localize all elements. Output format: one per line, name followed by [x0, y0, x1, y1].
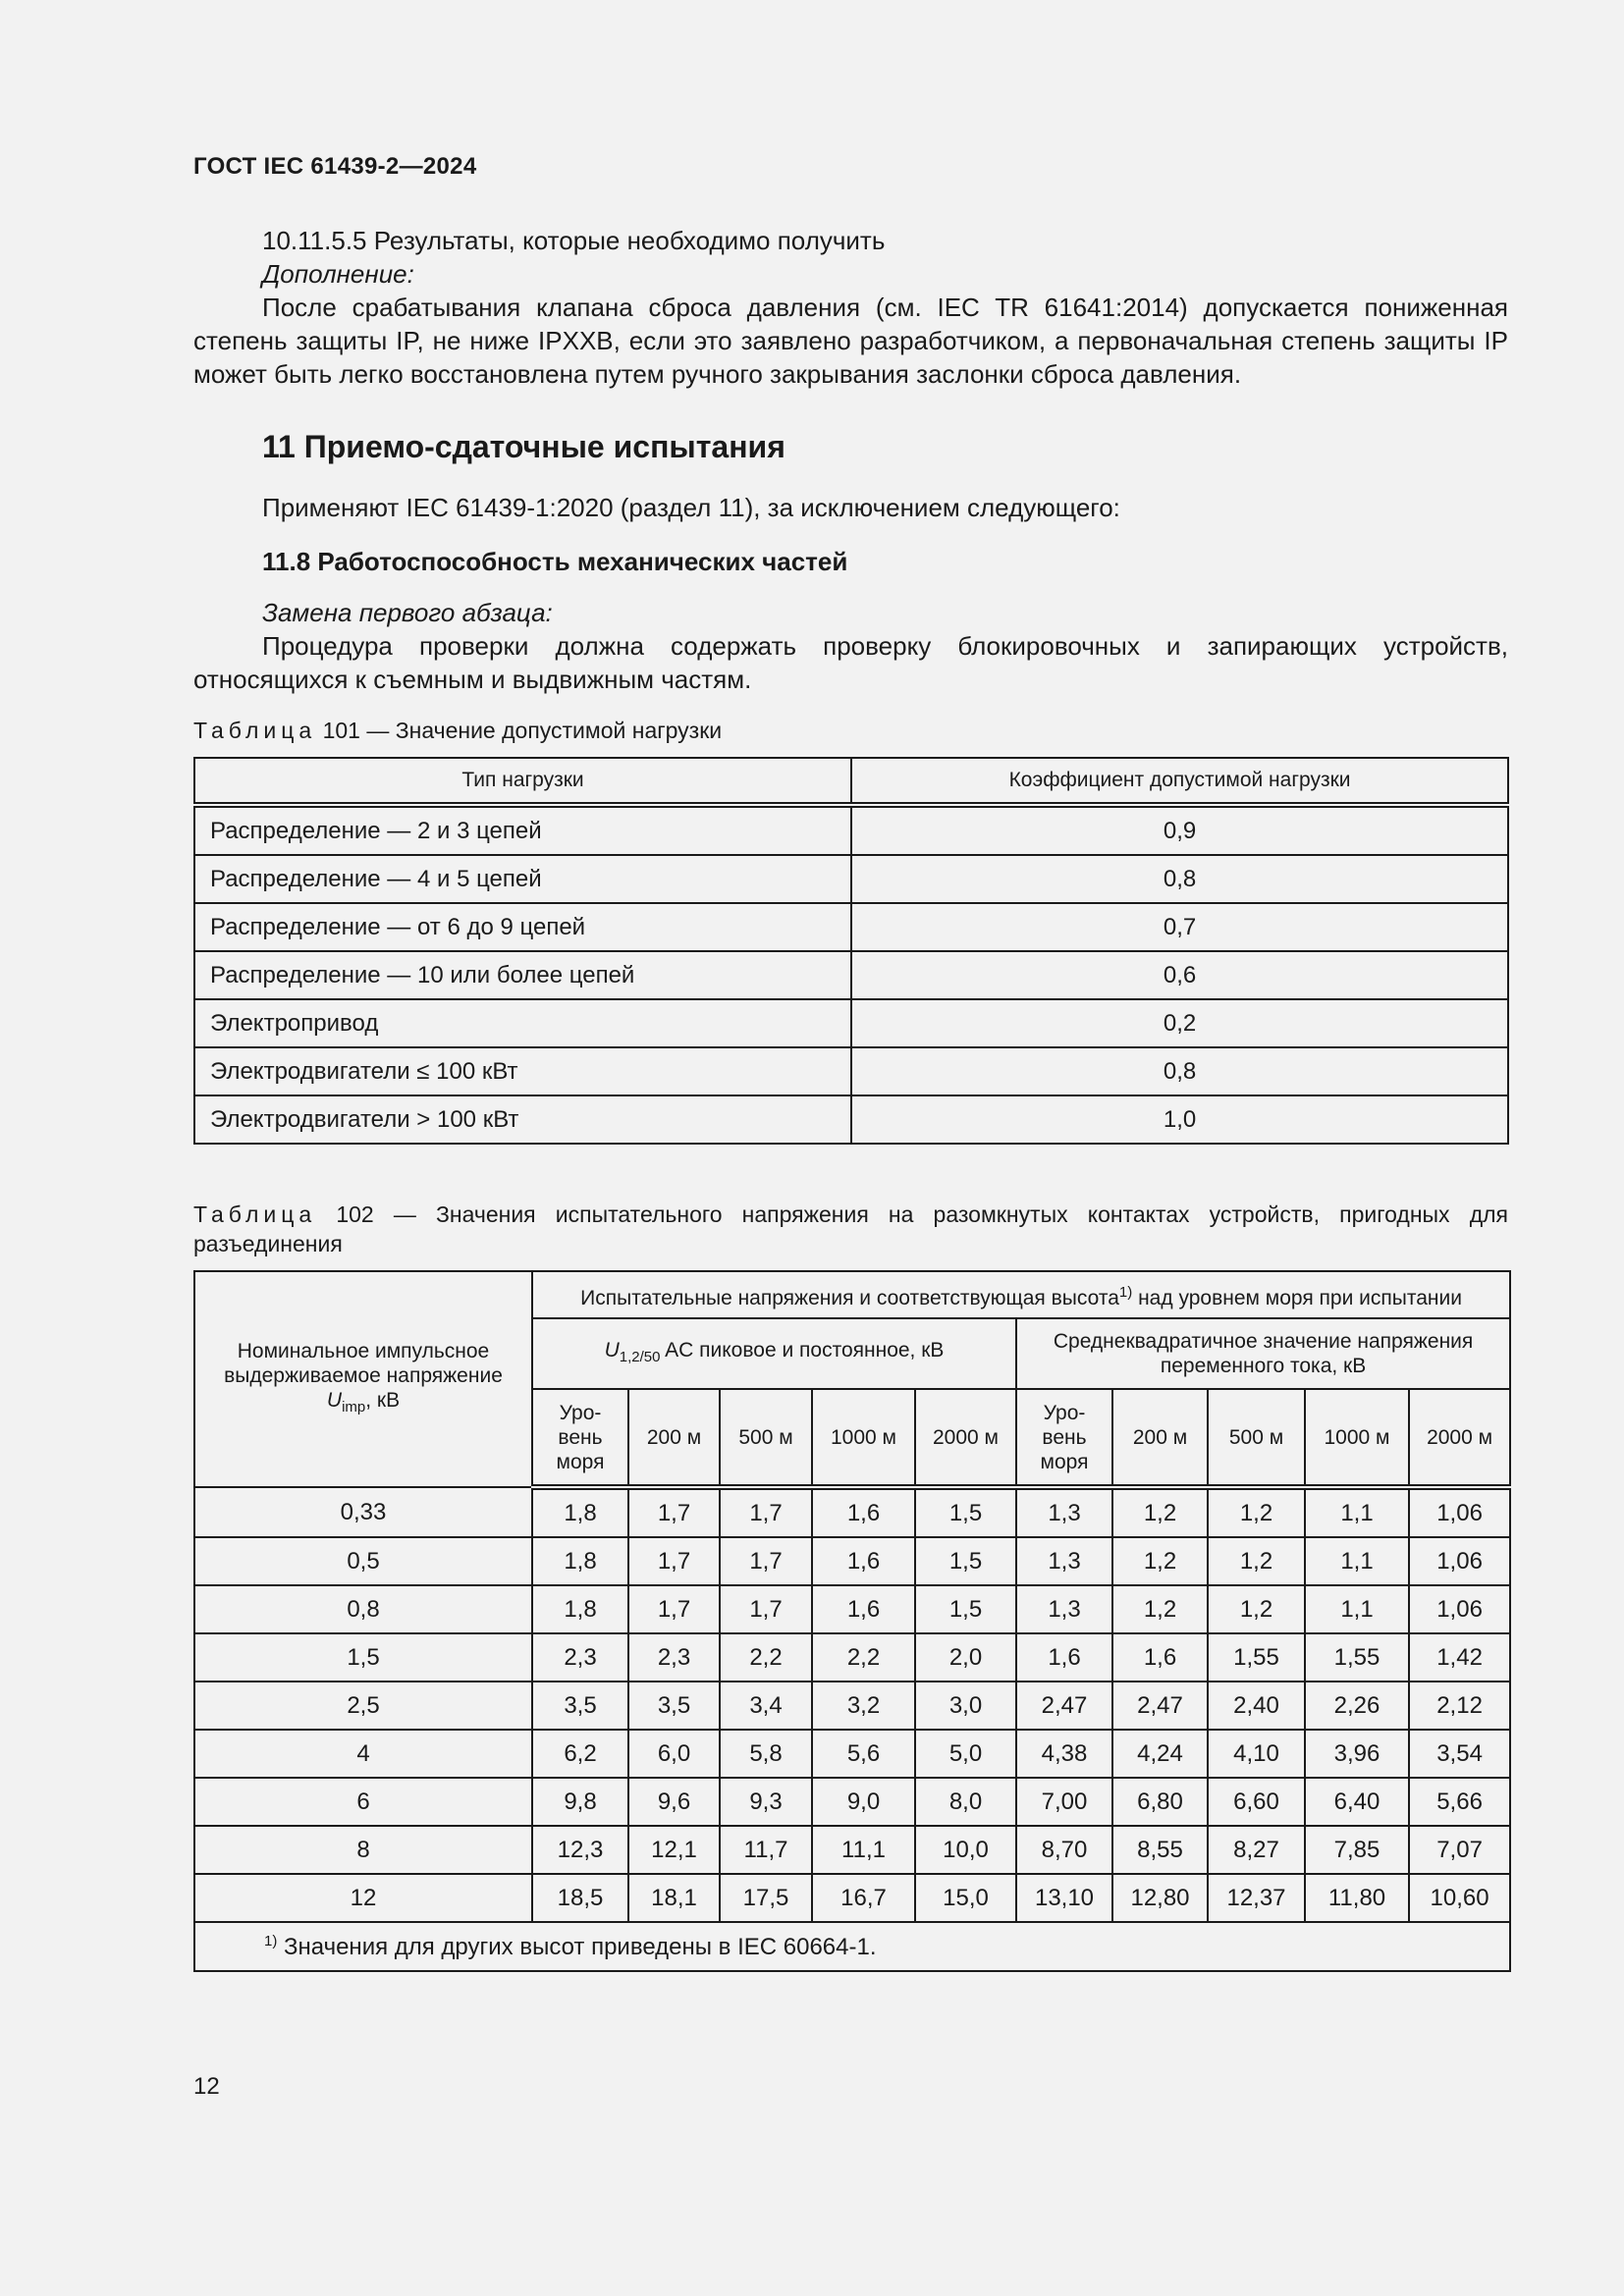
symbol: U — [326, 1388, 343, 1412]
clause-text: После срабатывания клапана сброса давления (см. IEC TR 61641:2014) допускается пониженная степень защиты IP, не ниже IPXXB, если это заявлено разработчиком, а первоначальная степень защиты IP может быть легко восстановлена путем ручного закрывания заслонки сброса давления. — [193, 293, 1508, 389]
col-header-altitude: 500 м — [1208, 1389, 1305, 1487]
test-voltage-cell: 1,7 — [720, 1537, 812, 1585]
test-voltage-cell: 1,8 — [532, 1487, 628, 1537]
caption-rest: 102 — Значения испытательного напряжения на разомкнутых контактах устройств, пригодных для разъединения — [193, 1201, 1508, 1256]
table-101 — [193, 757, 1509, 1145]
col-header-group — [532, 1271, 1510, 1318]
rated-voltage-cell: 6 — [194, 1778, 532, 1826]
table-header-row — [194, 758, 1508, 805]
clause-title: 10.11.5.5 Результаты, которые необходимо получить — [262, 226, 886, 255]
test-voltage-cell: 1,06 — [1409, 1585, 1510, 1633]
test-voltage-cell: 2,3 — [532, 1633, 628, 1682]
caption-word: Таблица — [193, 718, 317, 743]
test-voltage-cell: 10,0 — [915, 1826, 1016, 1874]
test-voltage-cell: 1,8 — [532, 1537, 628, 1585]
test-voltage-cell: 1,55 — [1208, 1633, 1305, 1682]
test-voltage-cell: 11,80 — [1305, 1874, 1409, 1922]
replacement-label: Замена первого абзаца: — [262, 598, 553, 627]
test-voltage-cell: 1,1 — [1305, 1585, 1409, 1633]
test-voltage-cell: 5,6 — [812, 1730, 915, 1778]
cell: 0,2 — [851, 999, 1508, 1047]
test-voltage-cell: 3,5 — [532, 1682, 628, 1730]
table-footnote-row — [194, 1922, 1510, 1971]
test-voltage-cell: 3,0 — [915, 1682, 1016, 1730]
test-voltage-cell: 6,2 — [532, 1730, 628, 1778]
test-voltage-cell: 13,10 — [1016, 1874, 1112, 1922]
cell: Электродвигатели ≤ 100 кВт — [194, 1047, 851, 1095]
rated-voltage-cell: 0,33 — [194, 1487, 532, 1537]
section-11-intro — [193, 491, 1508, 524]
rated-voltage-cell: 8 — [194, 1826, 532, 1874]
table-row — [194, 951, 1508, 999]
test-voltage-cell: 2,2 — [812, 1633, 915, 1682]
caption-word: Таблица — [193, 1201, 317, 1227]
test-voltage-cell: 1,1 — [1305, 1487, 1409, 1537]
col-header-altitude: 1000 м — [812, 1389, 915, 1487]
table-row — [194, 855, 1508, 903]
test-voltage-cell: 8,70 — [1016, 1826, 1112, 1874]
header-text: над уровнем моря при испытании — [1132, 1286, 1462, 1309]
test-voltage-cell: 9,6 — [628, 1778, 720, 1826]
cell: Распределение — от 6 до 9 цепей — [194, 903, 851, 951]
col-header-altitude: 1000 м — [1305, 1389, 1409, 1487]
caption-rest: 101 — Значение допустимой нагрузки — [316, 718, 723, 743]
cell: 0,8 — [851, 855, 1508, 903]
header-text: Испытательные напряжения и соответствующая высота — [580, 1286, 1119, 1309]
standard-header: ГОСТ IEC 61439-2—2024 — [193, 153, 477, 180]
test-voltage-cell: 1,2 — [1112, 1537, 1208, 1585]
table-row — [194, 903, 1508, 951]
test-voltage-cell: 1,5 — [915, 1487, 1016, 1537]
col-header-peak-dc — [532, 1318, 1016, 1389]
table-row — [194, 999, 1508, 1047]
col-header-altitude: Уро-вень моря — [532, 1389, 628, 1487]
header-text: , кВ — [365, 1388, 401, 1412]
table-row — [194, 1047, 1508, 1095]
test-voltage-cell: 3,54 — [1409, 1730, 1510, 1778]
table-row — [194, 805, 1508, 855]
footnote-marker: 1) — [264, 1932, 278, 1949]
test-voltage-cell: 9,8 — [532, 1778, 628, 1826]
col-header-altitude: 2000 м — [1409, 1389, 1510, 1487]
test-voltage-cell: 7,07 — [1409, 1826, 1510, 1874]
test-voltage-cell: 3,4 — [720, 1682, 812, 1730]
footnote-text: Значения для других высот приведены в IEC 60664-1. — [277, 1933, 877, 1960]
test-voltage-cell: 5,0 — [915, 1730, 1016, 1778]
col-header-load-type: Тип нагрузки — [194, 758, 851, 805]
table-102-caption — [193, 1200, 1508, 1258]
test-voltage-cell: 1,3 — [1016, 1537, 1112, 1585]
test-voltage-cell: 6,60 — [1208, 1778, 1305, 1826]
table-row — [194, 1633, 1510, 1682]
test-voltage-cell: 4,38 — [1016, 1730, 1112, 1778]
test-voltage-cell: 1,7 — [628, 1487, 720, 1537]
footnote-ref: 1) — [1118, 1283, 1133, 1301]
rated-voltage-cell: 12 — [194, 1874, 532, 1922]
test-voltage-cell: 6,0 — [628, 1730, 720, 1778]
table-row — [194, 1778, 1510, 1826]
test-voltage-cell: 2,26 — [1305, 1682, 1409, 1730]
test-voltage-cell: 11,1 — [812, 1826, 915, 1874]
test-voltage-cell: 2,12 — [1409, 1682, 1510, 1730]
test-voltage-cell: 2,47 — [1112, 1682, 1208, 1730]
intro-text: Применяют IEC 61439-1:2020 (раздел 11), за исключением следующего: — [262, 493, 1120, 522]
test-voltage-cell: 1,1 — [1305, 1537, 1409, 1585]
test-voltage-cell: 1,55 — [1305, 1633, 1409, 1682]
test-voltage-cell: 1,42 — [1409, 1633, 1510, 1682]
cell: Распределение — 4 и 5 цепей — [194, 855, 851, 903]
col-header-rms-ac: Среднеквадратичное значение напряжения переменного тока, кВ — [1016, 1318, 1510, 1389]
test-voltage-cell: 1,2 — [1208, 1487, 1305, 1537]
cell: 0,7 — [851, 903, 1508, 951]
page-number: 12 — [193, 2073, 220, 2100]
cell: Электропривод — [194, 999, 851, 1047]
test-voltage-cell: 1,8 — [532, 1585, 628, 1633]
rated-voltage-cell: 4 — [194, 1730, 532, 1778]
test-voltage-cell: 1,2 — [1112, 1487, 1208, 1537]
test-voltage-cell: 4,10 — [1208, 1730, 1305, 1778]
clause-10-11-5-5 — [193, 224, 1508, 391]
cell: Распределение — 10 или более цепей — [194, 951, 851, 999]
test-voltage-cell: 9,0 — [812, 1778, 915, 1826]
test-voltage-cell: 12,37 — [1208, 1874, 1305, 1922]
col-header-rated-voltage — [194, 1271, 532, 1487]
test-voltage-cell: 1,7 — [720, 1585, 812, 1633]
cell: Распределение — 2 и 3 цепей — [194, 805, 851, 855]
test-voltage-cell: 1,2 — [1112, 1585, 1208, 1633]
cell: Электродвигатели > 100 кВт — [194, 1095, 851, 1144]
col-header-altitude: 500 м — [720, 1389, 812, 1487]
test-voltage-cell: 1,7 — [628, 1537, 720, 1585]
table-row — [194, 1730, 1510, 1778]
rated-voltage-cell: 0,5 — [194, 1537, 532, 1585]
test-voltage-cell: 4,24 — [1112, 1730, 1208, 1778]
test-voltage-cell: 12,1 — [628, 1826, 720, 1874]
col-header-altitude: 200 м — [1112, 1389, 1208, 1487]
col-header-altitude: 200 м — [628, 1389, 720, 1487]
test-voltage-cell: 1,6 — [812, 1585, 915, 1633]
test-voltage-cell: 5,66 — [1409, 1778, 1510, 1826]
table-footnote — [194, 1922, 1510, 1971]
test-voltage-cell: 6,40 — [1305, 1778, 1409, 1826]
test-voltage-cell: 7,85 — [1305, 1826, 1409, 1874]
table-row — [194, 1487, 1510, 1537]
test-voltage-cell: 1,6 — [1016, 1633, 1112, 1682]
test-voltage-cell: 12,3 — [532, 1826, 628, 1874]
test-voltage-cell: 2,47 — [1016, 1682, 1112, 1730]
test-voltage-cell: 3,5 — [628, 1682, 720, 1730]
table-row — [194, 1874, 1510, 1922]
header-text: AC пиковое и постоянное, кВ — [660, 1338, 945, 1362]
cell: 1,0 — [851, 1095, 1508, 1144]
subsection-11-8-body — [193, 596, 1508, 696]
test-voltage-cell: 1,3 — [1016, 1585, 1112, 1633]
rated-voltage-cell: 1,5 — [194, 1633, 532, 1682]
table-101-caption — [193, 716, 1508, 745]
cell: 0,9 — [851, 805, 1508, 855]
test-voltage-cell: 15,0 — [915, 1874, 1016, 1922]
table-row — [194, 1537, 1510, 1585]
section-11-heading: 11 Приемо-сдаточные испытания — [262, 429, 785, 464]
symbol: U — [604, 1338, 620, 1362]
table-header-row — [194, 1271, 1510, 1318]
subscript: 1,2/50 — [619, 1349, 661, 1366]
addition-label: Дополнение: — [262, 259, 414, 289]
test-voltage-cell: 1,3 — [1016, 1487, 1112, 1537]
test-voltage-cell: 1,6 — [812, 1537, 915, 1585]
cell: 0,6 — [851, 951, 1508, 999]
test-voltage-cell: 1,7 — [628, 1585, 720, 1633]
test-voltage-cell: 18,1 — [628, 1874, 720, 1922]
test-voltage-cell: 1,06 — [1409, 1537, 1510, 1585]
table-102 — [193, 1270, 1511, 1972]
test-voltage-cell: 2,3 — [628, 1633, 720, 1682]
test-voltage-cell: 6,80 — [1112, 1778, 1208, 1826]
test-voltage-cell: 3,96 — [1305, 1730, 1409, 1778]
test-voltage-cell: 8,55 — [1112, 1826, 1208, 1874]
table-row — [194, 1585, 1510, 1633]
test-voltage-cell: 10,60 — [1409, 1874, 1510, 1922]
test-voltage-cell: 11,7 — [720, 1826, 812, 1874]
test-voltage-cell: 3,2 — [812, 1682, 915, 1730]
col-header-altitude: Уро-вень моря — [1016, 1389, 1112, 1487]
test-voltage-cell: 8,27 — [1208, 1826, 1305, 1874]
rated-voltage-cell: 0,8 — [194, 1585, 532, 1633]
subscript: imp — [342, 1399, 366, 1416]
test-voltage-cell: 8,0 — [915, 1778, 1016, 1826]
header-text: Номинальное импульсное — [237, 1339, 490, 1362]
test-voltage-cell: 1,2 — [1208, 1585, 1305, 1633]
test-voltage-cell: 1,06 — [1409, 1487, 1510, 1537]
subsection-text: Процедура проверки должна содержать проверку блокировочных и запирающих устройств, относящихся к съемным и выдвижным частям. — [193, 631, 1508, 694]
test-voltage-cell: 1,2 — [1208, 1537, 1305, 1585]
test-voltage-cell: 17,5 — [720, 1874, 812, 1922]
table-row — [194, 1682, 1510, 1730]
test-voltage-cell: 1,6 — [812, 1487, 915, 1537]
header-text: выдерживаемое напряжение — [224, 1363, 503, 1387]
test-voltage-cell: 16,7 — [812, 1874, 915, 1922]
subsection-11-8-heading: 11.8 Работоспособность механических частей — [262, 547, 848, 576]
test-voltage-cell: 2,0 — [915, 1633, 1016, 1682]
test-voltage-cell: 2,40 — [1208, 1682, 1305, 1730]
test-voltage-cell: 1,6 — [1112, 1633, 1208, 1682]
test-voltage-cell: 12,80 — [1112, 1874, 1208, 1922]
table-row — [194, 1826, 1510, 1874]
test-voltage-cell: 9,3 — [720, 1778, 812, 1826]
test-voltage-cell: 5,8 — [720, 1730, 812, 1778]
test-voltage-cell: 1,5 — [915, 1585, 1016, 1633]
test-voltage-cell: 18,5 — [532, 1874, 628, 1922]
test-voltage-cell: 1,5 — [915, 1537, 1016, 1585]
cell: 0,8 — [851, 1047, 1508, 1095]
table-row — [194, 1095, 1508, 1144]
test-voltage-cell: 2,2 — [720, 1633, 812, 1682]
test-voltage-cell: 1,7 — [720, 1487, 812, 1537]
col-header-altitude: 2000 м — [915, 1389, 1016, 1487]
rated-voltage-cell: 2,5 — [194, 1682, 532, 1730]
test-voltage-cell: 7,00 — [1016, 1778, 1112, 1826]
col-header-coefficient: Коэффициент допустимой нагрузки — [851, 758, 1508, 805]
